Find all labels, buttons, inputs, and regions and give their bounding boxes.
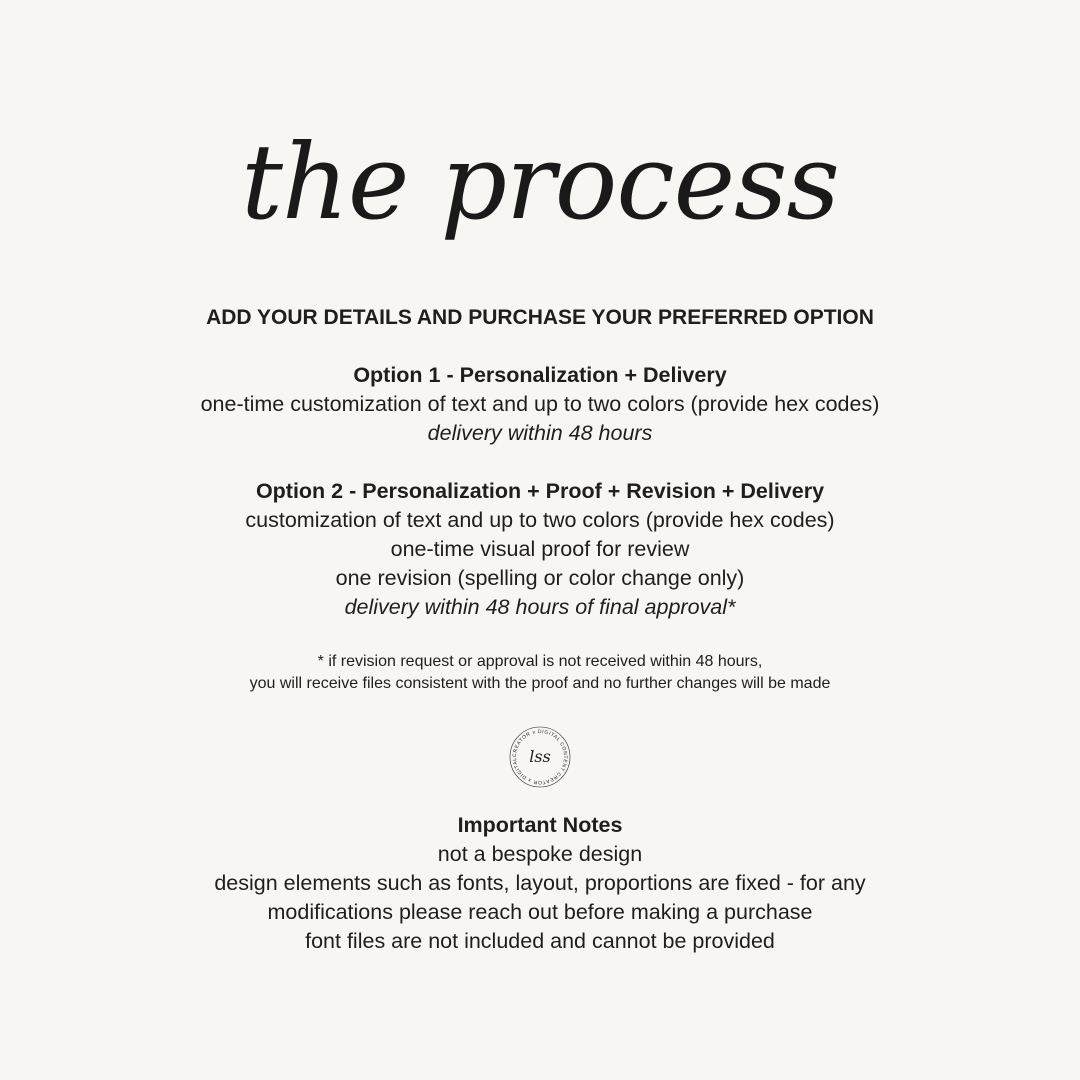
option-1-heading: Option 1 - Personalization + Delivery: [353, 363, 727, 387]
notes-line: not a bespoke design: [437, 842, 643, 866]
brand-logo: [508, 725, 572, 789]
logo-monogram: lss: [529, 747, 551, 766]
notes-line: design elements such as fonts, layout, proportions are fixed - for any: [214, 871, 866, 895]
notes-line: modifications please reach out before making a purchase: [267, 900, 813, 924]
footnote-line: * if revision request or approval is not received within 48 hours,: [317, 653, 763, 670]
option-2-line: one revision (spelling or color change only): [335, 566, 745, 590]
option-2-line: one-time visual proof for review: [390, 537, 690, 561]
important-notes-section: [0, 811, 1080, 956]
option-2-line: customization of text and up to two colors (provide hex codes): [245, 508, 835, 532]
notes-heading: Important Notes: [457, 813, 623, 837]
footnote: [0, 651, 1080, 695]
option-2-section: [0, 477, 1080, 622]
option-1-section: [0, 361, 1080, 448]
option-2-delivery: delivery within 48 hours of final approval*: [344, 595, 736, 619]
notes-line: font files are not included and cannot be provided: [305, 929, 775, 953]
subheading: ADD YOUR DETAILS AND PURCHASE YOUR PREFERRED OPTION: [206, 306, 874, 329]
footnote-line: you will receive files consistent with the proof and no further changes will be made: [249, 675, 831, 692]
logo-ring-text: CREATOR x DIGITAL CONTENT CREATOR x DIGITAL: [511, 728, 569, 786]
page-title: the process: [241, 121, 839, 243]
option-1-delivery: delivery within 48 hours: [427, 421, 653, 445]
option-2-heading: Option 2 - Personalization + Proof + Revision + Delivery: [255, 479, 825, 503]
option-1-line: one-time customization of text and up to two colors (provide hex codes): [200, 392, 880, 416]
